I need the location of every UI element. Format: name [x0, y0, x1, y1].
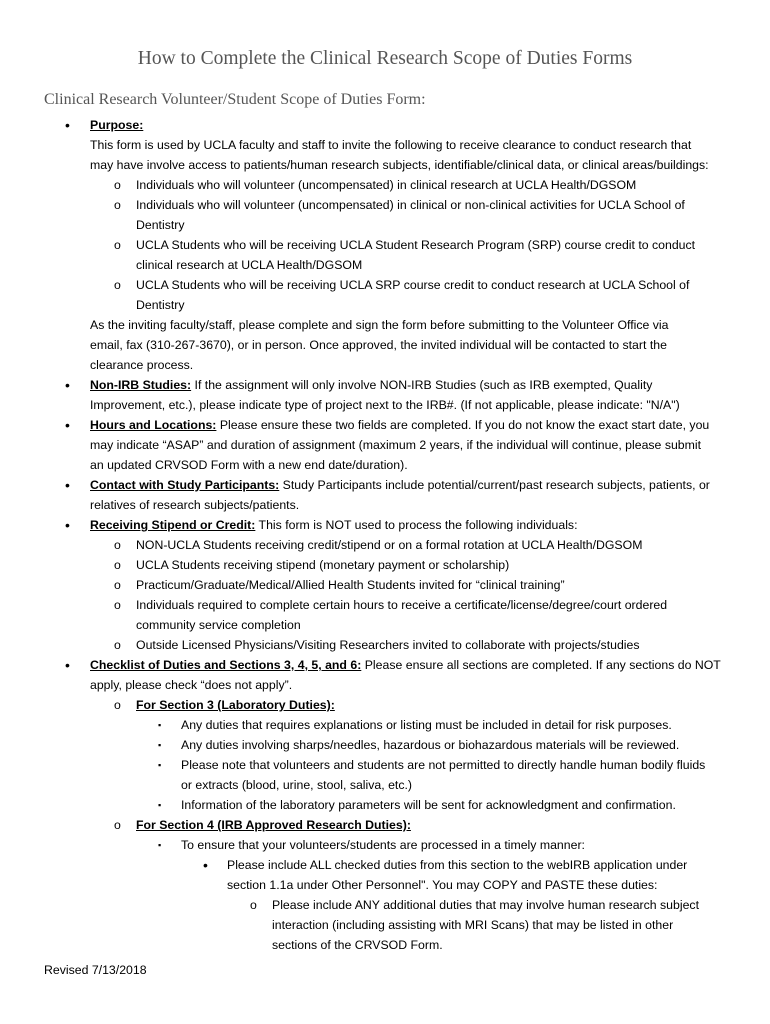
section3-item: Information of the laboratory parameters will be sent for acknowledgment and confirmation. [181, 798, 676, 812]
bullet-circle: o [114, 178, 121, 192]
purpose-text: clearance process. [90, 358, 194, 372]
checklist-text: apply, please check “does not apply”. [90, 678, 293, 692]
stipend-item: UCLA Students receiving stipend (monetary payment or scholarship) [136, 558, 510, 572]
bullet-dot: • [203, 857, 208, 873]
non-irb-text: If the assignment will only involve NON-IRB Studies (such as IRB exempted, Quality [191, 378, 653, 392]
section4-subsubitem: Please include ANY additional duties that may involve human research subject [272, 898, 699, 912]
section4-heading: For Section 4 (IRB Approved Research Duties): [136, 818, 411, 832]
hours-paragraph [90, 415, 709, 435]
revision-date: Revised 7/13/2018 [44, 963, 147, 977]
purpose-item: Individuals who will volunteer (uncompensated) in clinical research at UCLA Health/DGSOM [136, 178, 637, 192]
bullet-circle: o [114, 198, 121, 212]
hours-text: may indicate “ASAP” and duration of assignment (maximum 2 years, if the individual will continue, please submit [90, 438, 702, 452]
bullet-circle: o [114, 818, 121, 832]
purpose-text: This form is used by UCLA faculty and staff to invite the following to receive clearance to conduct research that [90, 138, 692, 152]
stipend-item: Outside Licensed Physicians/Visiting Researchers invited to collaborate with projects/studies [136, 638, 640, 652]
section3-item: or extracts (blood, urine, stool, saliva, etc.) [181, 778, 413, 792]
stipend-item: NON-UCLA Students receiving credit/stipend or on a formal rotation at UCLA Health/DGSOM [136, 538, 643, 552]
purpose-heading: Purpose: [90, 118, 144, 132]
contact-paragraph [90, 475, 710, 495]
stipend-item: Practicum/Graduate/Medical/Allied Health Students invited for “clinical training” [136, 578, 565, 592]
bullet-circle: o [114, 578, 121, 592]
document-body [0, 115, 770, 955]
section4-subitem: Please include ALL checked duties from this section to the webIRB application under [227, 858, 688, 872]
bullet-dot: • [65, 657, 70, 673]
purpose-text: may have involve access to patients/human research subjects, identifiable/clinical data, or clinical areas/buildings: [90, 158, 709, 172]
checklist-text: Please ensure all sections are completed. If any sections do NOT [361, 658, 721, 672]
purpose-item: UCLA Students who will be receiving UCLA Student Research Program (SRP) course credit to conduct [136, 238, 696, 252]
bullet-dot: • [65, 477, 70, 493]
checklist-paragraph [90, 655, 721, 675]
stipend-item: community service completion [136, 618, 301, 632]
section4-item: To ensure that your volunteers/students are processed in a timely manner: [181, 838, 585, 852]
stipend-paragraph [90, 515, 578, 535]
bullet-circle: o [250, 898, 257, 912]
section4-subsubitem: sections of the CRVSOD Form. [272, 938, 443, 952]
bullet-square: ▪ [158, 800, 162, 810]
section3-heading: For Section 3 (Laboratory Duties): [136, 698, 335, 712]
stipend-text: This form is NOT used to process the following individuals: [255, 518, 578, 532]
bullet-square: ▪ [158, 740, 162, 750]
purpose-text: As the inviting faculty/staff, please complete and sign the form before submitting to the Volunteer Office via [90, 318, 669, 332]
bullet-square: ▪ [158, 760, 162, 770]
section4-subitem: section 1.1a under Other Personnel". You may COPY and PASTE these duties: [227, 878, 658, 892]
purpose-item: Dentistry [136, 298, 185, 312]
non-irb-text: Improvement, etc.), please indicate type of project next to the IRB#. (If not applicable, please indicate: "N/A") [90, 398, 680, 412]
purpose-heading-line [0, 115, 770, 135]
form-subtitle: Clinical Research Volunteer/Student Scope of Duties Form: [44, 91, 426, 108]
bullet-square: ▪ [158, 840, 162, 850]
bullet-dot: • [65, 377, 70, 393]
purpose-item: clinical research at UCLA Health/DGSOM [136, 258, 363, 272]
stipend-heading: Receiving Stipend or Credit: [90, 518, 256, 532]
bullet-circle: o [114, 538, 121, 552]
section3-item: Any duties involving sharps/needles, hazardous or biohazardous materials will be reviewed. [181, 738, 680, 752]
bullet-dot: • [65, 117, 70, 133]
non-irb-heading: Non-IRB Studies: [90, 378, 192, 392]
section4-subsubitem: interaction (including assisting with MRI Scans) that may be listed in other [272, 918, 674, 932]
contact-heading: Contact with Study Participants: [90, 478, 280, 492]
bullet-circle: o [114, 238, 121, 252]
purpose-item: Individuals who will volunteer (uncompensated) in clinical or non-clinical activities for UCLA School of [136, 198, 685, 212]
checklist-heading: Checklist of Duties and Sections 3, 4, 5, and 6: [90, 658, 362, 672]
section3-item: Please note that volunteers and students are not permitted to directly handle human bodily fluids [181, 758, 706, 772]
bullet-circle: o [114, 598, 121, 612]
hours-text: an updated CRVSOD Form with a new end date/duration). [90, 458, 408, 472]
bullet-dot: • [65, 517, 70, 533]
purpose-text: email, fax (310-267-3670), or in person. Once approved, the invited individual will be contacted to start the [90, 338, 667, 352]
bullet-dot: • [65, 417, 70, 433]
contact-text: relatives of research subjects/patients. [90, 498, 300, 512]
contact-text: Study Participants include potential/current/past research subjects, patients, or [279, 478, 710, 492]
hours-heading: Hours and Locations: [90, 418, 217, 432]
bullet-square: ▪ [158, 720, 162, 730]
bullet-circle: o [114, 558, 121, 572]
hours-text: Please ensure these two fields are completed. If you do not know the exact start date, you [216, 418, 710, 432]
bullet-circle: o [114, 278, 121, 292]
purpose-item: UCLA Students who will be receiving UCLA SRP course credit to conduct research at UCLA School of [136, 278, 690, 292]
non-irb-paragraph [90, 375, 652, 395]
stipend-item: Individuals required to complete certain hours to receive a certificate/license/degree/court ordered [136, 598, 668, 612]
page-title: How to Complete the Clinical Research Scope of Duties Forms [137, 48, 633, 69]
bullet-circle: o [114, 698, 121, 712]
purpose-item: Dentistry [136, 218, 185, 232]
section3-item: Any duties that requires explanations or listing must be included in detail for risk purposes. [181, 718, 672, 732]
bullet-circle: o [114, 638, 121, 652]
